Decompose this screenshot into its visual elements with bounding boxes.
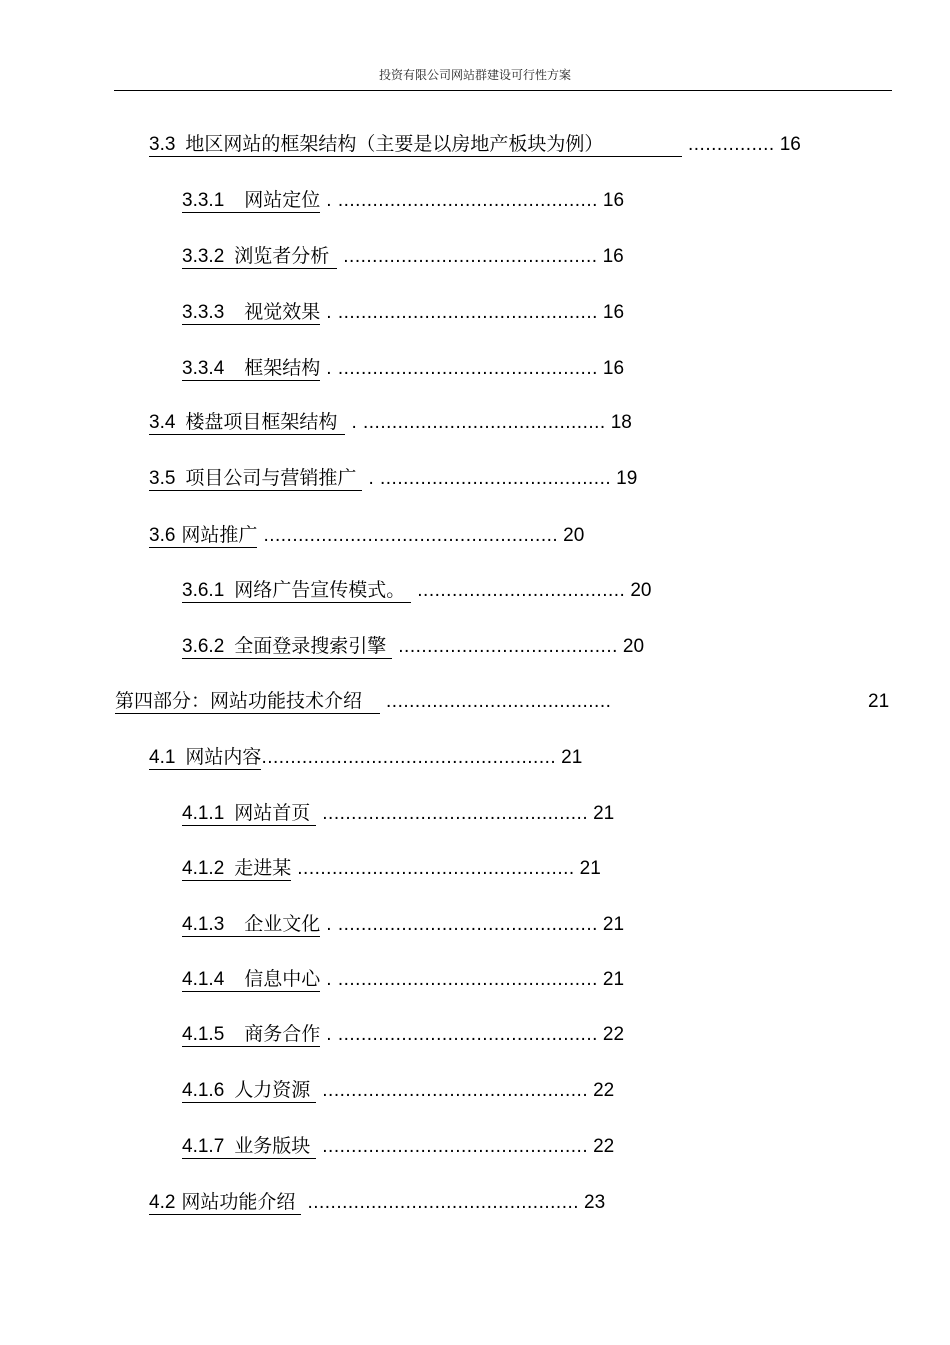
toc-leader-dots: .............................................. (322, 1080, 589, 1101)
toc-entry-text: 地区网站的框架结构（主要是以房地产板块为例） (185, 134, 604, 155)
toc-entry-4-1-3[interactable] (182, 913, 624, 937)
toc-page-number: 21 (561, 747, 583, 768)
toc-entry-title[interactable] (182, 914, 320, 937)
toc-entry-part-4[interactable] (115, 690, 611, 714)
toc-entry-text: 网站定位 (244, 190, 321, 211)
toc-leader-dots: . ............................................. (326, 190, 598, 211)
toc-entry-number: 4.1.3 (182, 914, 225, 935)
toc-page-number: 16 (779, 134, 801, 155)
toc-entry-text: 框架结构 (244, 358, 321, 379)
toc-entry-number: 4.1.7 (182, 1136, 225, 1157)
toc-entry-title[interactable] (149, 412, 345, 435)
toc-entry-title[interactable] (182, 246, 337, 269)
toc-entry-title[interactable] (149, 1192, 301, 1215)
toc-entry-title[interactable] (182, 580, 411, 603)
toc-leader-dots: ............... (688, 134, 775, 155)
toc-entry-title[interactable] (182, 358, 320, 381)
toc-page-number: 16 (602, 246, 624, 267)
toc-leader-dots: ............................................... (307, 1192, 580, 1213)
toc-entry-text: 视觉效果 (244, 302, 321, 323)
toc-leader-dots: . ............................................. (326, 302, 598, 323)
toc-entry-number: 3.3.1 (182, 190, 225, 211)
toc-page-number: 21 (868, 691, 890, 712)
toc-leader-dots: . .......................................... (351, 412, 606, 433)
toc-entry-3-3[interactable] (149, 133, 801, 157)
toc-leader-dots: ................................................... (261, 747, 557, 768)
toc-entry-number: 4.1.1 (182, 803, 225, 824)
toc-entry-text: 项目公司与营销推广 (185, 468, 357, 489)
toc-leader-dots: .................................... (417, 580, 626, 601)
toc-leader-dots: . ............................................. (326, 914, 598, 935)
toc-leader-dots: .............................................. (322, 1136, 589, 1157)
toc-leader-dots: . ............................................. (326, 969, 598, 990)
toc-entry-number: 3.3.2 (182, 246, 225, 267)
toc-entry-text: 人力资源 (234, 1080, 311, 1101)
toc-entry-3-6[interactable] (149, 524, 584, 548)
toc-entry-text: 网络广告宣传模式。 (234, 580, 406, 601)
toc-entry-title[interactable] (115, 691, 380, 714)
toc-entry-title[interactable] (182, 190, 320, 213)
toc-leader-dots: . ........................................ (368, 468, 612, 489)
toc-page-number: 22 (593, 1136, 615, 1157)
toc-leader-dots: ...................................... (398, 636, 618, 657)
toc-leader-dots: . ............................................. (326, 1024, 598, 1045)
toc-entry-number: 3.3 (149, 134, 176, 155)
toc-entry-title[interactable] (182, 969, 320, 992)
toc-entry-3-3-4[interactable] (182, 357, 624, 381)
toc-entry-number: 3.5 (149, 468, 176, 489)
toc-page-number: 18 (610, 412, 632, 433)
toc-entry-4-1-7[interactable] (182, 1135, 614, 1159)
toc-entry-text: 企业文化 (244, 914, 321, 935)
toc-entry-title[interactable] (149, 525, 257, 548)
toc-entry-4-1-4[interactable] (182, 968, 624, 992)
toc-entry-title[interactable] (182, 1024, 320, 1047)
toc-entry-3-3-3[interactable] (182, 301, 624, 325)
toc-entry-number: 4.1.5 (182, 1024, 225, 1045)
toc-entry-text: 网站推广 (181, 525, 258, 546)
toc-entry-4-2[interactable] (149, 1191, 605, 1215)
toc-entry-number: 4.2 (149, 1192, 176, 1213)
toc-entry-title[interactable] (182, 1080, 316, 1103)
toc-entry-title[interactable] (149, 468, 362, 491)
toc-entry-number: 3.3.3 (182, 302, 225, 323)
toc-entry-4-1-2[interactable] (182, 857, 601, 881)
running-header: 投资有限公司网站群建设可行性方案 (378, 68, 571, 82)
toc-entry-text: 信息中心 (244, 969, 321, 990)
toc-entry-number: 3.6.2 (182, 636, 225, 657)
toc-entry-3-4[interactable] (149, 411, 632, 435)
toc-page-number: 20 (622, 636, 645, 657)
toc-entry-text: 业务版块 (234, 1136, 311, 1157)
toc-entry-text: 第四部分：网站功能技术介绍 (115, 691, 363, 712)
toc-leader-dots: .............................................. (322, 803, 589, 824)
header-divider (114, 90, 892, 91)
toc-leader-dots: . ............................................. (326, 358, 598, 379)
toc-leader-dots: ................................................... (263, 525, 559, 546)
toc-entry-number: 4.1.2 (182, 858, 225, 879)
toc-page-number: 16 (602, 358, 625, 379)
toc-page-number: 21 (602, 914, 625, 935)
toc-entry-3-3-1[interactable] (182, 189, 624, 213)
toc-entry-4-1-6[interactable] (182, 1079, 614, 1103)
toc-entry-title[interactable] (182, 858, 291, 881)
toc-entry-text: 走进某 (234, 858, 292, 879)
toc-page-number: 16 (602, 190, 625, 211)
toc-entry-4-1[interactable] (149, 746, 582, 770)
toc-entry-title[interactable] (149, 747, 261, 770)
toc-page-number: 22 (593, 1080, 615, 1101)
toc-entry-title[interactable] (182, 636, 392, 659)
toc-entry-3-6-1[interactable] (182, 579, 651, 603)
toc-entry-number: 3.6 (149, 525, 176, 546)
toc-leader-dots: ....................................... (386, 691, 612, 712)
toc-entry-3-5[interactable] (149, 467, 637, 491)
toc-entry-3-3-2[interactable] (182, 245, 624, 269)
toc-leader-dots: ................................................ (297, 858, 575, 879)
toc-entry-text: 商务合作 (244, 1024, 321, 1045)
toc-page-number: 21 (602, 969, 625, 990)
toc-entry-number: 3.6.1 (182, 580, 225, 601)
toc-entry-number: 4.1.6 (182, 1080, 225, 1101)
toc-page-number: 20 (563, 525, 585, 546)
toc-entry-title[interactable] (182, 803, 316, 826)
toc-entry-text: 浏览者分析 (234, 246, 330, 267)
toc-page-number: 22 (602, 1024, 625, 1045)
toc-page-number: 21 (593, 803, 615, 824)
toc-leader-dots: ............................................ (343, 246, 598, 267)
toc-page-number: 20 (630, 580, 652, 601)
toc-entry-4-1-5[interactable] (182, 1023, 624, 1047)
toc-entry-4-1-1[interactable] (182, 802, 614, 826)
toc-entry-title[interactable] (182, 302, 320, 325)
toc-page-number: 16 (602, 302, 625, 323)
toc-entry-3-6-2[interactable] (182, 635, 644, 659)
toc-entry-number: 4.1 (149, 747, 176, 768)
toc-page-number: 23 (584, 1192, 606, 1213)
toc-entry-text: 网站内容 (185, 747, 262, 768)
toc-entry-title[interactable] (182, 1136, 316, 1159)
toc-entry-title[interactable] (149, 134, 682, 157)
toc-page-number: 19 (616, 468, 638, 489)
toc-entry-number: 3.3.4 (182, 358, 225, 379)
toc-entry-number: 4.1.4 (182, 969, 225, 990)
toc-page-number: 21 (579, 858, 601, 879)
toc-entry-number: 3.4 (149, 412, 176, 433)
toc-entry-text: 楼盘项目框架结构 (185, 412, 338, 433)
toc-entry-text: 网站功能介绍 (181, 1192, 296, 1213)
toc-entry-text: 网站首页 (234, 803, 311, 824)
toc-entry-text: 全面登录搜索引擎 (234, 636, 387, 657)
